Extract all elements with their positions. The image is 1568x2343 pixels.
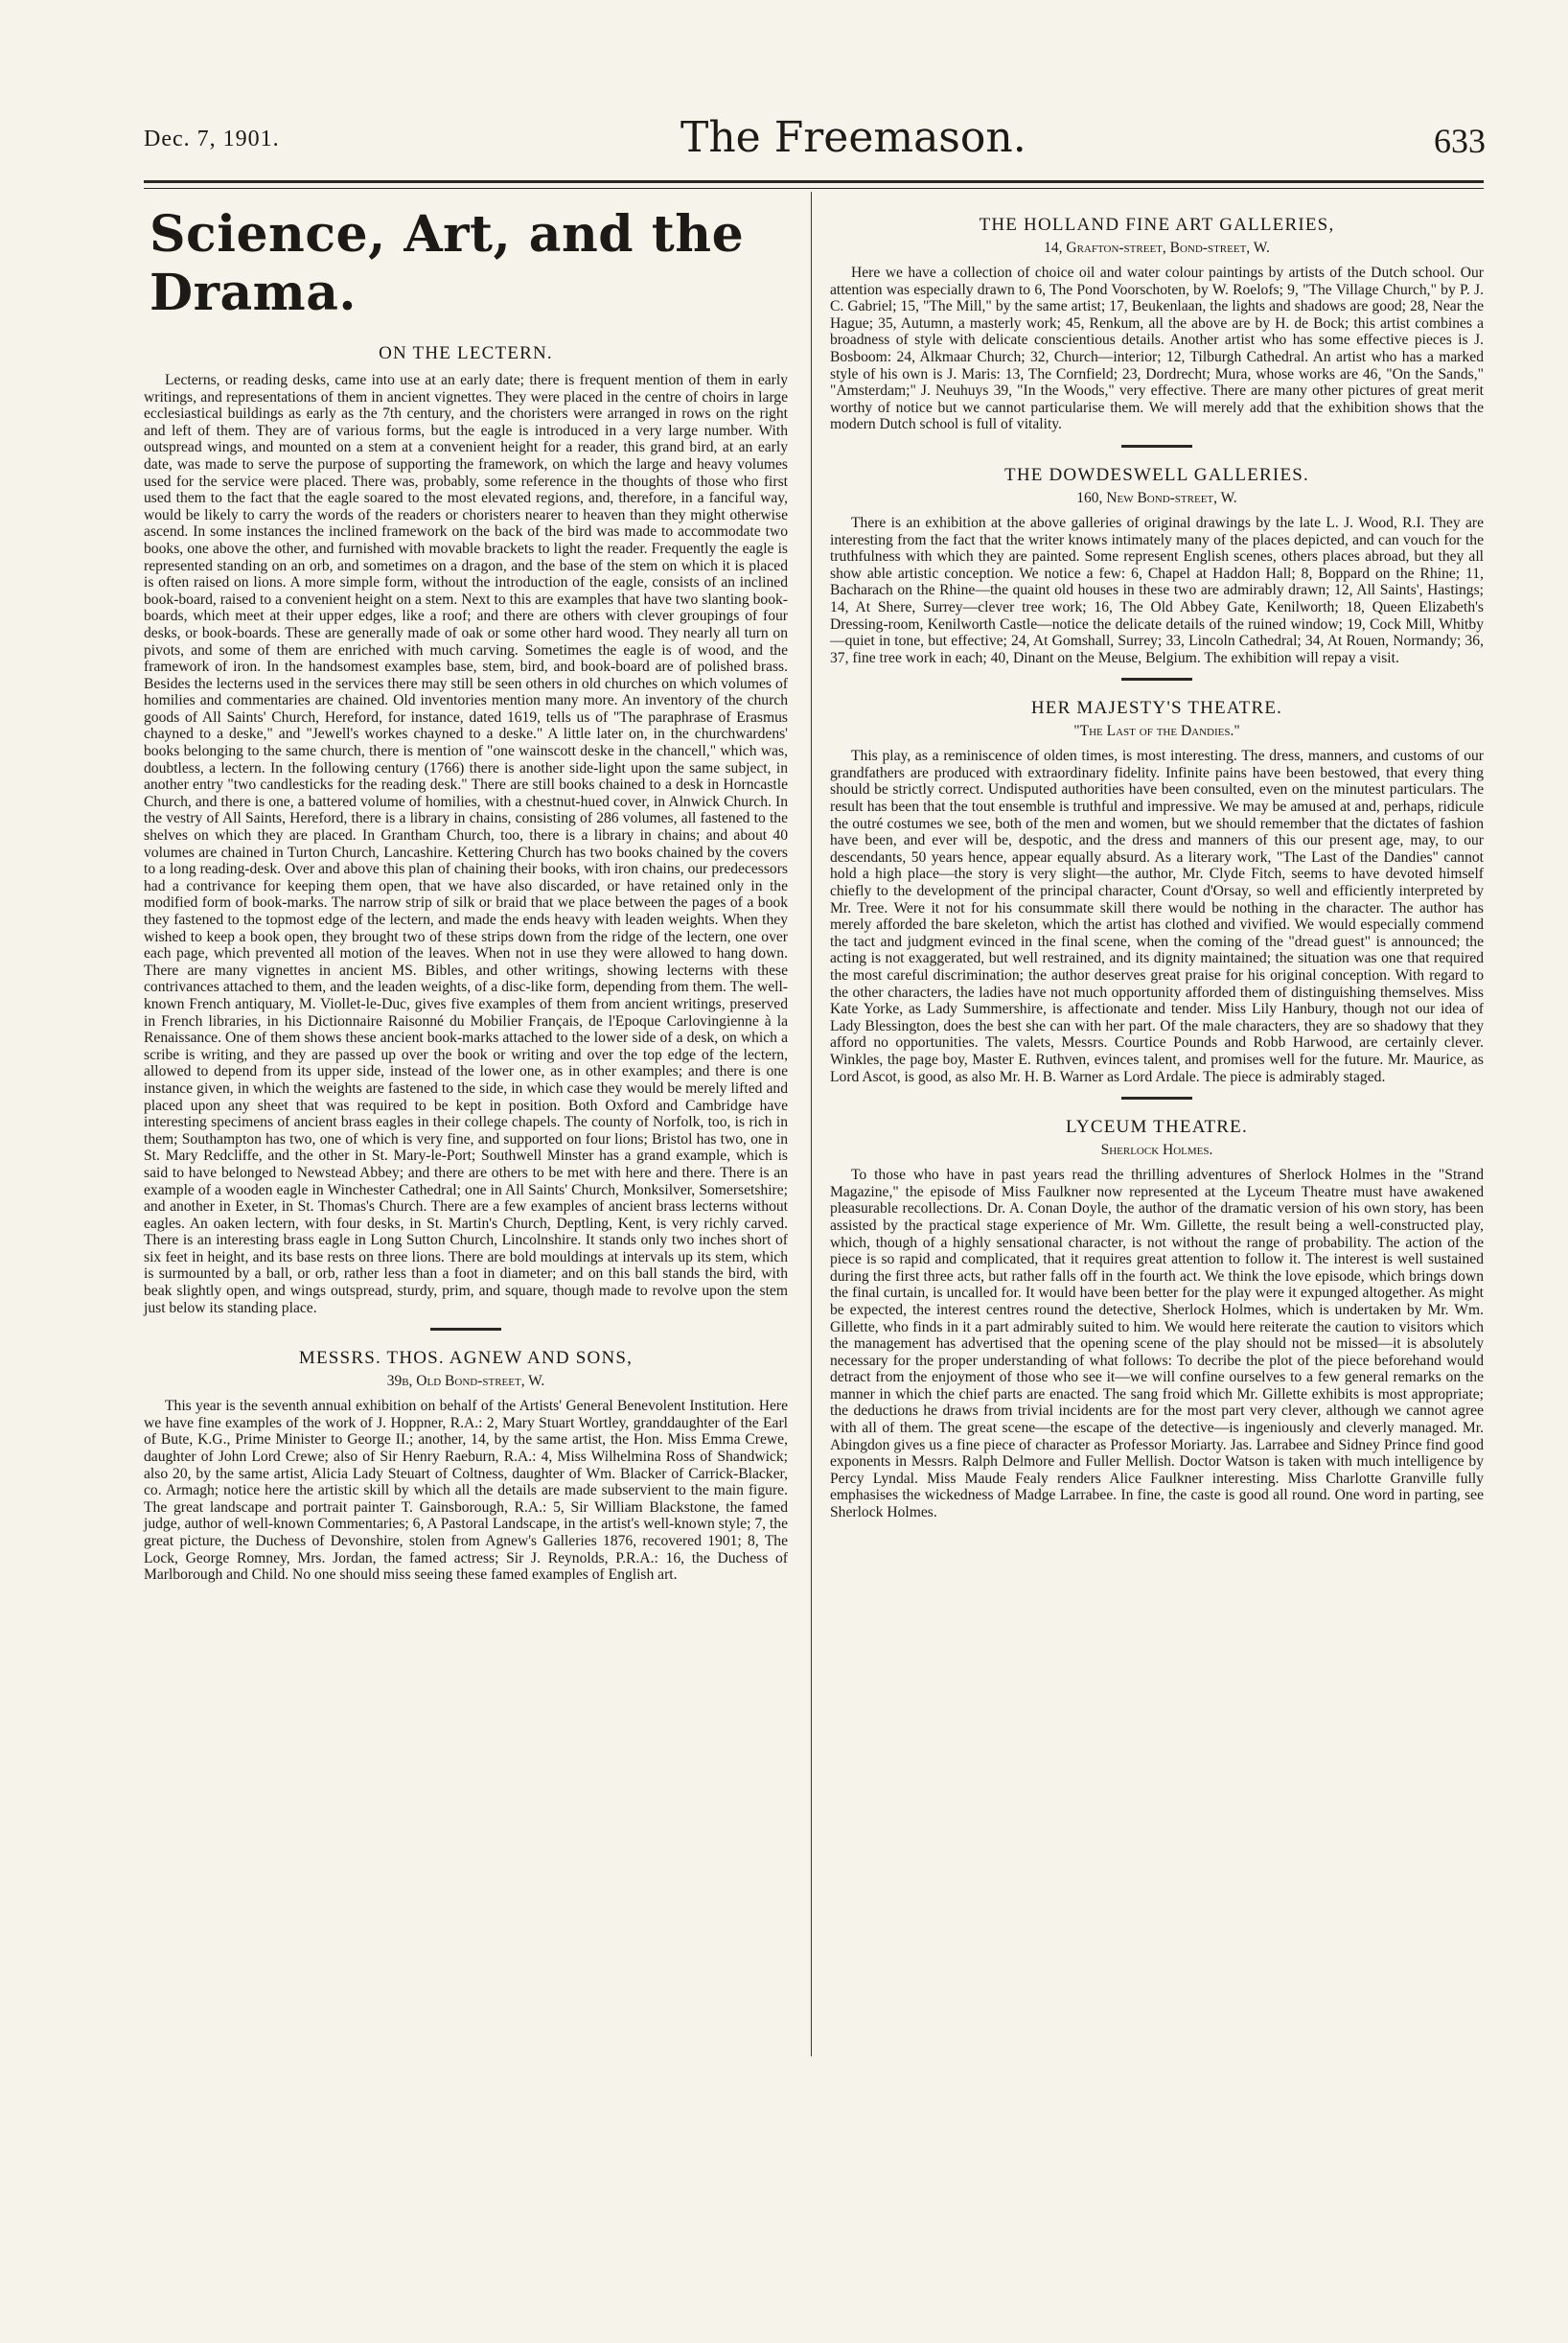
masthead-rule-thick [144, 180, 1484, 183]
right-column [830, 192, 1484, 1521]
article-body: This play, as a reminiscence of olden times, is most interesting. The dress, manners, and customs of our grandfathers are produced with extraordinary fidelity. Infinite pains have been bestowed, that every thing should be strictly correct. Undisputed authorities have been consulted, even on the minutest particulars. The result has been that the tout ensemble is truthful and impressive. We may be amused at and, perhaps, ridicule the outré costumes we see, both of the men and women, but we should remember that the dictates of fashion have been, and ever will be, despotic, and the dress and manners of this our present age, may, to our descendants, 50 years hence, appear equally absurd. As a literary work, "The Last of the Dandies" cannot hold a high place—the story is very slight—the author, Mr. Clyde Fitch, seems to have devoted himself chiefly to the development of the principal character, Count d'Orsay, so well and efficiently interpreted by Mr. Tree. Were it not for his consummate skill there would be nothing in the character. The author has merely afforded the bare skeleton, which the artist has clothed and vivified. We would especially commend the tact and judgment evinced in the final scene, when the coming of the "dread guest" is announced; the acting is not exaggerated, but well restrained, and its dignity maintained; the situation was one that required the most careful discrimination; the author deserves great praise for his original conception. With regard to the other characters, the ladies have not much opportunity afforded them of distinguishing themselves. Miss Kate Yorke, as Lady Summershire, is affectionate and tender. Miss Lily Hanbury, though not our idea of Lady Blessington, does the best she can with her part. Of the male characters, they are so shadowy that they afford no opportunities. The valets, Messrs. Courtice Pounds and Robb Harwood, are certainly clever. Winkles, the page boy, Master E. Ruthven, evinces talent, and promises well for the future. Mr. Maurice, as Lord Ascot, is good, as also Mr. H. B. Warner as Lord Ardale. The piece is admirably staged. [830, 748, 1484, 1085]
publication-title: The Freemason. [680, 113, 1026, 162]
article-title: THE HOLLAND FINE ART GALLERIES, [979, 215, 1335, 235]
article-dowdeswell [830, 465, 1484, 666]
article-body: To those who have in past years read the thrilling adventures of Sherlock Holmes in the "Strand Magazine," the episode of Miss Faulkner now represented at the Lyceum Theatre must have awakened pleasurable recollections. Dr. A. Conan Doyle, the author of the dramatic version of his own story, has been assisted by the practical stage experience of Mr. Wm. Gillette, the result being a well-constructed play, which, though of a highly sensational character, is not without the range of probability. The action of the piece is so rapid and complicated, that it requires great attention to follow it. The interest is well sustained during the first three acts, but rather falls off in the fourth act. We think the love episode, which brings down the final curtain, is uncalled for. It would have been better for the play were it expunged altogether. As might be expected, the interest centres round the detective, Sherlock Holmes, which is undertaken by Mr. Wm. Gillette, who finds in it a part admirably suited to him. We would here reiterate the caution to visitors which the management has advertised that the opening scene of the play should not be missed—it is absolutely necessary for the proper understanding of what follows: To decribe the plot of the piece beforehand would detract from the enjoyment of those who see it—we will confine ourselves to a few general remarks on the manner in which the chief parts are enacted. The sang froid which Mr. Gillette exhibits is most appropriate; the deductions he draws from trivial incidents are for the most part very clever, although we cannot agree with all of them. The great scene—the escape of the detective—is ingeniously and cleverly managed. Mr. Abingdon gives us a fine piece of character as Professor Moriarty. Jas. Larrabee and Sidney Prince find good exponents in Messrs. Ralph Delmore and Fuller Mellish. Doctor Watson is taken with much intelligence by Percy Lyndal. Miss Maude Fealy renders Alice Faulkner interesting. Miss Charlotte Granville fully emphasises the wickedness of Madge Larrabee. In fine, the caste is good all round. One word in parting, see Sherlock Holmes. [830, 1167, 1484, 1521]
issue-date: Dec. 7, 1901. [144, 127, 280, 151]
masthead [144, 113, 1486, 180]
page-number: 633 [1434, 122, 1486, 160]
article-divider [430, 1328, 501, 1331]
article-subtitle: 14, Grafton-street, Bond-street, W. [1044, 240, 1270, 256]
left-column [144, 192, 788, 1584]
article-body: This year is the seventh annual exhibition on behalf of the Artists' General Benevolent Institution. Here we have fine examples of the work of J. Hoppner, R.A.: 2, Mary Stuart Wortley, granddaughter of the Earl of Bute, K.G., Prime Minister to George II.; another, 14, by the same artist, the Hon. Miss Emma Crewe, daughter of John Lord Crewe; also of Sir Henry Raeburn, R.A.: 4, Miss Wilhelmina Ross of Shandwick; also 20, by the same artist, Alicia Lady Steuart of Coltness, daughter of Wm. Blacker of Carrick-Blacker, co. Armagh; notice here the artistic skill by which all the details are made subservient to the main figure. The great landscape and portrait painter T. Gainsborough, R.A.: 5, Sir William Blackstone, the famed judge, author of well-known Commentaries; 6, A Pastoral Landscape, in the artist's well-known style; 7, the great picture, the Duchess of Devonshire, stolen from Agnew's Galleries 1876, recovered 1901; 8, The Lock, George Romney, Mrs. Jordan, the famed actress; Sir J. Reynolds, P.R.A.: 16, the Duchess of Marlborough and Child. No one should miss seeing these famed examples of English art. [144, 1398, 788, 1584]
article-subtitle: Sherlock Holmes. [1100, 1142, 1213, 1159]
article-title: HER MAJESTY'S THEATRE. [1030, 698, 1283, 719]
article-title: THE DOWDESWELL GALLERIES. [1004, 464, 1309, 485]
section-heading: Science, Art, and the Drama. [150, 205, 745, 322]
article-body: There is an exhibition at the above galleries of original drawings by the late L. J. Wood, R.I. They are interesting from the fact that the writer knows intimately many of the places depicted, and can vouch for the truthfulness with which they are painted. Some represent English scenes, others places abroad, but they all show able artistic conception. We notice a few: 6, Chapel at Haddon Hall; 8, Boppard on the Rhine; 11, Bacharach on the Rhine—the quaint old houses in these two are admirably drawn; 12, All Saints', Hastings; 14, At Shere, Surrey—clever tree work; 16, The Old Abbey Gate, Kenilworth; 18, Queen Elizabeth's Dressing-room, Kenilworth Castle—notice the delicate details of the ruined window; 19, Cock Mill, Whitby—quiet in tone, but effective; 24, At Gomshall, Surrey; 33, Lincoln Cathedral; 34, At Rouen, Normandy; 36, 37, fine tree work in each; 40, Dinant on the Meuse, Belgium. The exhibition will repay a visit. [830, 514, 1484, 666]
article-title: ON THE LECTERN. [379, 343, 553, 363]
article-subtitle: "The Last of the Dandies." [1073, 723, 1240, 740]
article-subtitle: 39b, Old Bond-street, W. [386, 1373, 545, 1390]
article-holland [830, 215, 1484, 433]
article-body: Here we have a collection of choice oil and water colour paintings by artists of the Dutch school. Our attention was especially drawn to 6, The Pond Voorschoten, by W. Roelofs; 9, "The Village Church," by P. J. C. Gabriel; 15, "The Mill," by the same artist; 17, Beukenlaan, the lights and shadows are good; 28, Near the Hague; 35, Autumn, a masterly work; 45, Renkum, all the above are by H. de Bock; this artist combines a broadness of style with delicate conscientious details. Another artist who has some effective pieces is J. Bosboom: 24, Alkmaar Church; 32, Church—interior; 12, Tilburgh Cathedral. An artist who has a marked style of his own is J. Maris: 13, The Cornfield; 23, Dordrecht; Mura, whose works are 46, "On the Sands," "Amsterdam;" J. Neuhuys 39, "In the Woods," very effective. There are many other pictures of great merit worthy of notice but we cannot particularise them. We will merely add that the exhibition shows that the modern Dutch school is full of vitality. [830, 265, 1484, 433]
column-divider [811, 192, 812, 2056]
article-divider [1121, 1097, 1192, 1100]
article-subtitle: 160, New Bond-street, W. [1076, 489, 1237, 506]
article-agnew [144, 1348, 788, 1584]
masthead-rule-thin [144, 188, 1484, 189]
article-divider [1121, 678, 1192, 681]
article-body: Lecterns, or reading desks, came into use at an early date; there is frequent mention of them in early writings, and representations of them in ancient vignettes. They were placed in the centre of choirs in large ecclesiastical buildings as early as the 7th century, and the choristers were arranged in rows on the right and left of them. They are of various forms, but the eagle is introduced in a very large number. With outspread wings, and mounted on a stem at a convenient height for a reader, this grand bird, at an early date, was made to serve the purpose of supporting the framework, on which the large and heavy volumes used for the service were placed. There was, probably, some reference in the thoughts of those who first used them to the fact that the eagle soared to the most elevated regions, and, therefore, in a fanciful way, would be likely to carry the words of the readers or choristers nearer to heaven than they might otherwise ascend. In some instances the inclined framework on the back of the bird was made to accommodate two books, one above the other, and furnished with movable brackets to light the reader. Frequently the eagle is represented standing on an orb, and sometimes on a dragon, and the base of the stem on which it is placed is often raised on lions. A more simple form, without the introduction of the eagle, consists of an inclined book-board, raised to a convenient height on a stem. Next to this are examples that have two slanting book-boards, which meet at their upper edges, like a roof; and there are others with clever groupings of four desks, or book-boards. These are generally made of oak or some other hard wood. They nearly all turn on pivots, and some of them are enriched with much carving. Sometimes the eagle is of wood, and the framework of iron. In the handsomest examples base, stem, bird, and book-board are of polished brass. Besides the lecterns used in the services there may still be seen others in old churches on which volumes of homilies and commentaries are chained. Old inventories mention many more. An inventory of the church goods of All Saints' Church, Hereford, for instance, dated 1619, tells us of "The paraphrase of Erasmus chayned to a deske," and "Jewell's workes chayned to a deske." A little later on, in the churchwardens' books belonging to the same church, there is mention of "one wainscott deske in the chancell," which was, doubtless, a lectern. In the following century (1766) there is another side-light upon the same subject, in another entry "two candlesticks for the reading desk." There are still books chained to a desk in Horncastle Church, and there is one, a battered volume of homilies, with a chestnut-hued cover, in Alnwick Church. In the vestry of All Saints, Hereford, there is a library in chains, consisting of 286 volumes, all fastened to the shelves on which they are placed. In Grantham Church, too, there is a library in chains; and about 40 volumes are chained in Turton Church, Lancashire. Kettering Church has two books chained by the covers to a long reading-desk. Over and above this plan of chaining their books, with iron chains, our predecessors had a contrivance for keeping them open, that we have also discarded, or have retained only in the modified form of book-marks. The narrow strip of silk or braid that we place between the pages of a book they fastened to the topmost edge of the lectern, and made the ends heavy with leaden weights. When they wished to keep a book open, they brought two of these strips down from the ridge of the lectern, one over each page, which prevented all motion of the leaves. When not in use they were allowed to hang down. There are many vignettes in ancient MS. Bibles, and other writings, showing lecterns with these contrivances attached to them, and the leaden weights, of a disc-like form, depending from them. The well-known French antiquary, M. Viollet-le-Duc, gives five examples of them from ancient writings, preserved in French libraries, in his Dictionnaire Raisonné du Mobilier Français, de l'Epoque Carlovingienne à la Renaissance. One of them shows these ancient book-marks attached to the lower side of a desk, on which a scribe is writing, and they are passed up over the book or writing and over the top edge of the lectern, allowed to depend from its upper side, instead of the lower one, as in other examples; and there is one instance given, in which the weights are fastened to the side, in which case they would be merely lifted and placed upon any sheet that was required to be kept in position. Both Oxford and Cambridge have interesting specimens of ancient brass eagles in their college chapels. The county of Norfolk, too, is rich in them; Southampton has two, one of which is very fine, and supported on four lions; Bristol has two, one in St. Mary Redcliffe, and the other in St. Mary-le-Port; Southwell Minster has a grand example, which is said to have belonged to Newstead Abbey; and there are others to be met with here and there. There is an example of a wooden eagle in Winchester Cathedral; one in All Saints' Church, Monksilver, Somersetshire; and another in Exeter, in St. Thomas's Church. There are a few examples of ancient brass lecterns without eagles. An oaken lectern, with four desks, in St. Martin's Church, Deptling, Kent, is very richly carved. There is an interesting brass eagle in Long Sutton Church, Lincolnshire. It stands only two inches short of six feet in height, and its base rests on three lions. There are bold mouldings at intervals up its stem, which is surmounted by a ball, or orb, rather less than a foot in diameter; and on this ball stands the bird, with beak slightly open, and wings outspread, sturdy, prim, and square, though made to revolve upon the stem just below its standing place. [144, 372, 788, 1316]
article-divider [1121, 445, 1192, 448]
article-title: LYCEUM THEATRE. [1066, 1117, 1248, 1138]
article-her-majestys [830, 698, 1484, 1085]
article-lyceum [830, 1117, 1484, 1520]
article-title: MESSRS. THOS. AGNEW AND SONS, [298, 1348, 634, 1369]
article-lectern [144, 343, 788, 1316]
